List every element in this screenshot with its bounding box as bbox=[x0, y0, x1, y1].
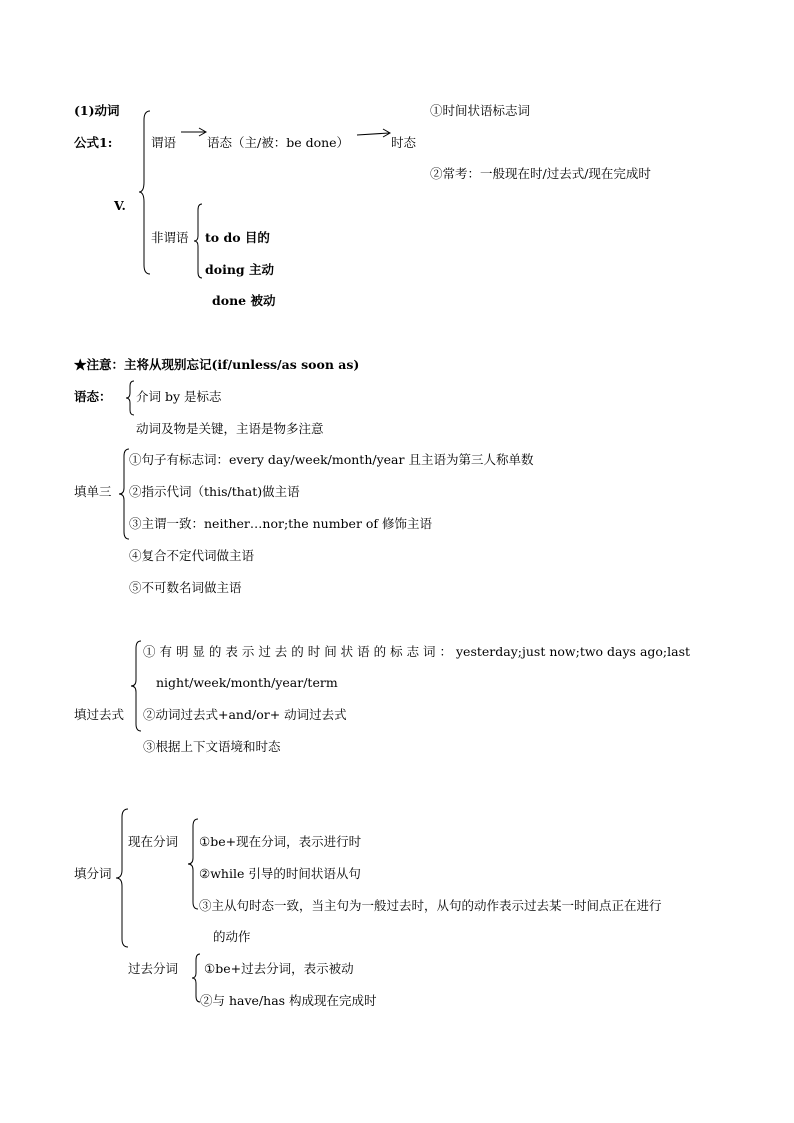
verb-label: V. bbox=[114, 198, 126, 213]
nonpredicate-todo: to do 目的 bbox=[205, 230, 270, 245]
voice-brace bbox=[125, 380, 135, 416]
nonpredicate-brace bbox=[193, 203, 203, 279]
past-line-3: ③根据上下文语境和时态 bbox=[143, 739, 281, 754]
single3-item-1: ①句子有标志词：every day/week/month/year 且主语为第三人称单数 bbox=[129, 452, 534, 467]
present-participle-label: 现在分词 bbox=[128, 834, 179, 849]
voice-text: 语态（主/被：be done） bbox=[207, 135, 350, 150]
nonpredicate-done: done 被动 bbox=[212, 293, 276, 308]
past-participle-2: ②与 have/has 构成现在完成时 bbox=[200, 993, 377, 1008]
past-participle-1: ①be+过去分词，表示被动 bbox=[204, 961, 354, 976]
present-participle-brace bbox=[187, 818, 199, 910]
present-participle-3: ③主从句时态一致，当主句为一般过去时，从句的动作表示过去某一时间点正在进行 bbox=[199, 898, 662, 913]
single3-item-2: ②指示代词（this/that)做主语 bbox=[129, 484, 300, 499]
verb-brace bbox=[138, 110, 152, 275]
voice-section-label: 语态： bbox=[74, 389, 112, 404]
past-line-2: ②动词过去式+and/or+ 动词过去式 bbox=[143, 707, 347, 722]
present-participle-1: ①be+现在分词，表示进行时 bbox=[199, 834, 362, 849]
past-label: 填过去式 bbox=[74, 707, 125, 722]
tense-note-2: ②常考：一般现在时/过去式/现在完成时 bbox=[430, 166, 651, 181]
single3-item-3: ③主谓一致：neither…nor;the number of 修饰主语 bbox=[129, 516, 433, 531]
participle-brace bbox=[115, 808, 129, 948]
past-line-1b: night/week/month/year/term bbox=[156, 675, 338, 690]
section-heading: (1)动词 bbox=[74, 103, 120, 118]
arrow-icon bbox=[180, 126, 208, 138]
present-participle-2: ②while 引导的时间状语从句 bbox=[199, 866, 361, 881]
past-brace bbox=[130, 640, 142, 732]
present-participle-3b: 的动作 bbox=[213, 929, 251, 944]
voice-line-1: 介词 by 是标志 bbox=[136, 389, 222, 404]
voice-line-2: 动词及物是关键，主语是物多注意 bbox=[136, 421, 324, 436]
formula-label: 公式1: bbox=[74, 135, 113, 150]
participle-label: 填分词 bbox=[74, 866, 112, 881]
single3-item-4: ④复合不定代词做主语 bbox=[129, 548, 255, 563]
arrow-icon bbox=[356, 128, 392, 140]
nonpredicate-label: 非谓语 bbox=[151, 230, 189, 245]
tense-note-1: ①时间状语标志词 bbox=[430, 103, 531, 118]
notice-text: ★注意：主将从现别忘记(if/unless/as soon as) bbox=[74, 357, 360, 372]
single3-label: 填单三 bbox=[74, 484, 112, 499]
single3-item-5: ⑤不可数名词做主语 bbox=[129, 580, 242, 595]
nonpredicate-doing: doing 主动 bbox=[205, 262, 275, 277]
past-line-1: ① 有 明 显 的 表 示 过 去 的 时 间 状 语 的 标 志 词 ： yesterday;just now;two days ago;last bbox=[143, 644, 691, 659]
predicate-label: 谓语 bbox=[151, 135, 177, 150]
tense-text: 时态 bbox=[391, 135, 417, 150]
past-participle-label: 过去分词 bbox=[128, 961, 179, 976]
